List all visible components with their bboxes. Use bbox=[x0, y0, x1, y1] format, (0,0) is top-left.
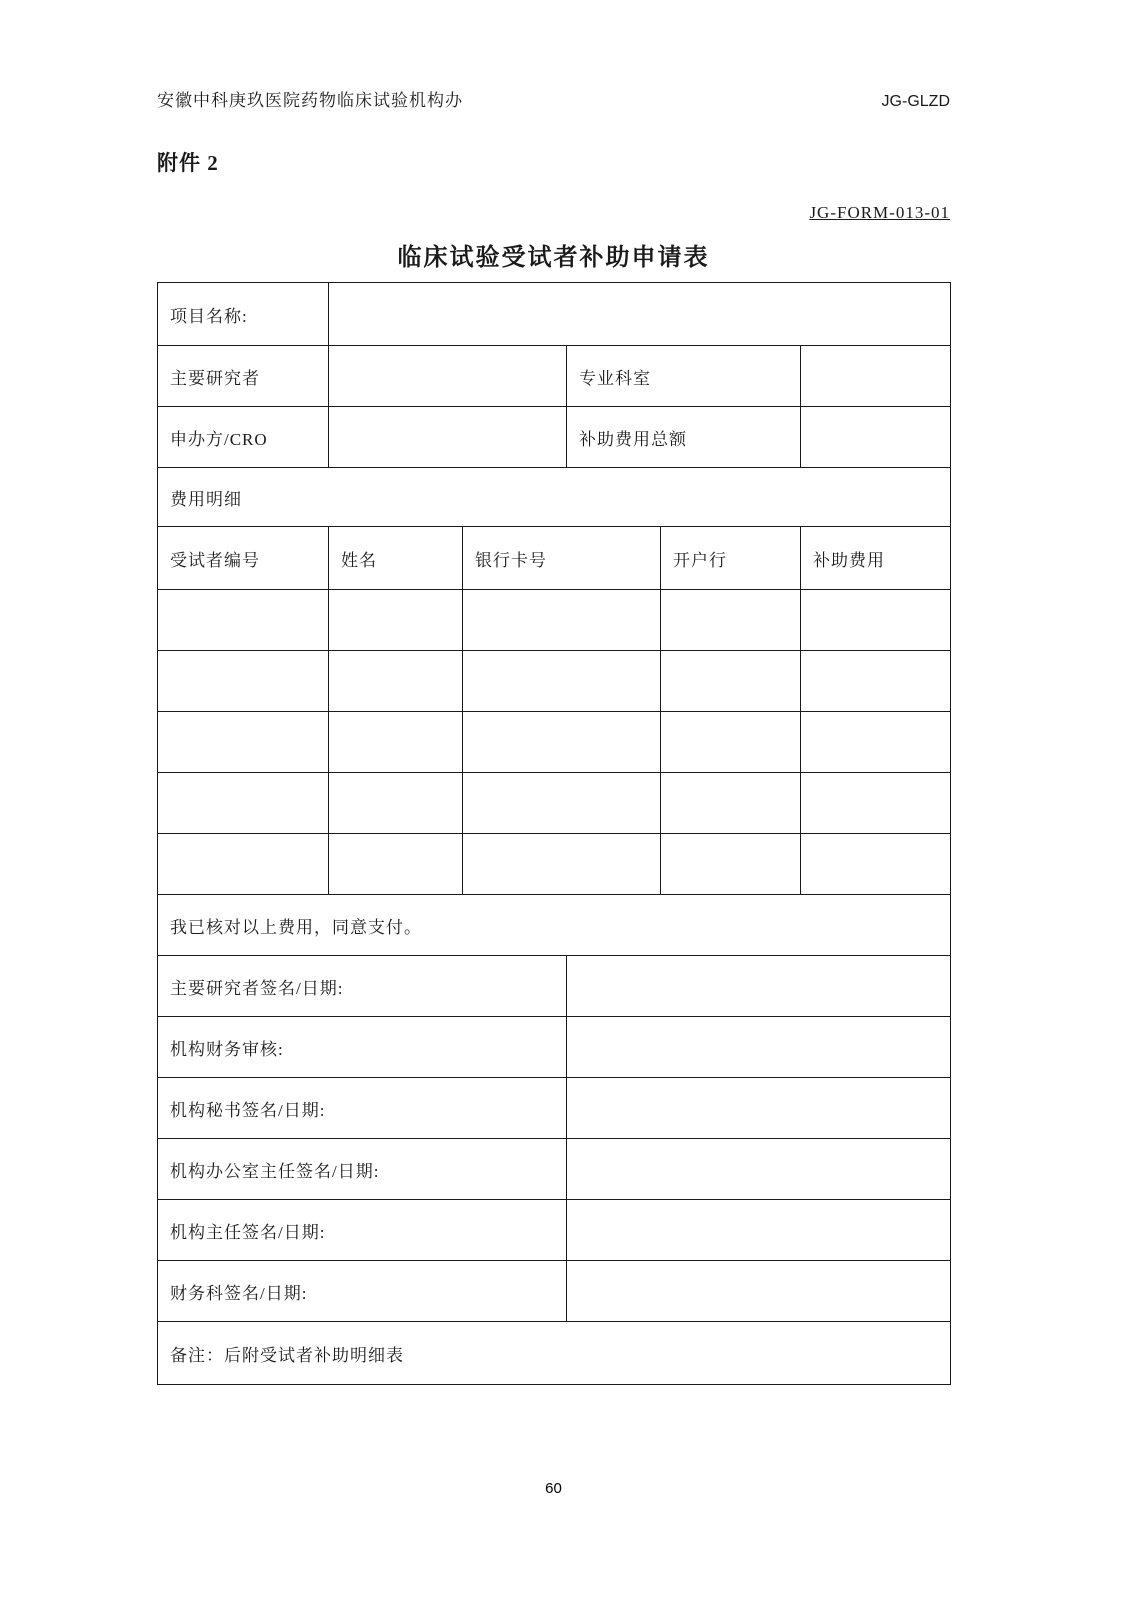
signature-office-director-value-cell bbox=[567, 1139, 951, 1200]
confirmation-text: 我已核对以上费用，同意支付。 bbox=[158, 895, 951, 956]
investigator-value-cell bbox=[329, 346, 567, 407]
signature-finance-review-label: 机构财务审核: bbox=[158, 1017, 567, 1078]
header-subject-id: 受试者编号 bbox=[158, 527, 329, 590]
row-investigator bbox=[158, 346, 951, 407]
page-number: 60 bbox=[545, 1480, 562, 1497]
row-project-name bbox=[158, 283, 951, 346]
header-left-text: 安徽中科庚玖医院药物临床试验机构办 bbox=[157, 91, 463, 110]
signature-secretary-value-cell bbox=[567, 1078, 951, 1139]
header-bank-card: 银行卡号 bbox=[463, 527, 661, 590]
total-subsidy-label: 补助费用总额 bbox=[567, 407, 801, 468]
detail-empty-row bbox=[158, 773, 951, 834]
signature-director-value-cell bbox=[567, 1200, 951, 1261]
header-subsidy-fee: 补助费用 bbox=[801, 527, 951, 590]
row-confirmation bbox=[158, 895, 951, 956]
detail-empty-row bbox=[158, 834, 951, 895]
detail-empty-row bbox=[158, 590, 951, 651]
signature-finance-dept-value-cell bbox=[567, 1261, 951, 1322]
department-label: 专业科室 bbox=[567, 346, 801, 407]
signature-pi-label: 主要研究者签名/日期: bbox=[158, 956, 567, 1017]
row-detail-headers bbox=[158, 527, 951, 590]
form-number-line bbox=[157, 203, 950, 223]
row-signature-director bbox=[158, 1200, 951, 1261]
detail-empty-row bbox=[158, 651, 951, 712]
signature-finance-review-value-cell bbox=[567, 1017, 951, 1078]
investigator-label: 主要研究者 bbox=[158, 346, 329, 407]
sponsor-value-cell bbox=[329, 407, 567, 468]
signature-office-director-label: 机构办公室主任签名/日期: bbox=[158, 1139, 567, 1200]
total-subsidy-value-cell bbox=[801, 407, 951, 468]
signature-finance-dept-label: 财务科签名/日期: bbox=[158, 1261, 567, 1322]
signature-pi-value-cell bbox=[567, 956, 951, 1017]
header-right-code: JG-GLZD bbox=[881, 93, 950, 110]
project-name-value-cell bbox=[329, 283, 951, 346]
header-bank-branch: 开户行 bbox=[661, 527, 801, 590]
row-signature-secretary bbox=[158, 1078, 951, 1139]
detail-empty-row bbox=[158, 712, 951, 773]
form-title: 临床试验受试者补助申请表 bbox=[397, 245, 710, 271]
row-remark bbox=[158, 1322, 951, 1385]
row-sponsor bbox=[158, 407, 951, 468]
attachment-label: 附件 2 bbox=[157, 151, 219, 175]
signature-secretary-label: 机构秘书签名/日期: bbox=[158, 1078, 567, 1139]
row-signature-office-director bbox=[158, 1139, 951, 1200]
header-name: 姓名 bbox=[329, 527, 463, 590]
fee-detail-section-label: 费用明细 bbox=[158, 468, 951, 527]
row-signature-pi bbox=[158, 956, 951, 1017]
signature-director-label: 机构主任签名/日期: bbox=[158, 1200, 567, 1261]
row-signature-finance-dept bbox=[158, 1261, 951, 1322]
row-signature-finance-review bbox=[158, 1017, 951, 1078]
row-fee-detail-section bbox=[158, 468, 951, 527]
page-header bbox=[157, 0, 950, 111]
department-value-cell bbox=[801, 346, 951, 407]
remark-text: 备注：后附受试者补助明细表 bbox=[158, 1322, 951, 1385]
subsidy-application-table bbox=[157, 282, 951, 1385]
project-name-label: 项目名称: bbox=[158, 283, 329, 346]
sponsor-label: 申办方/CRO bbox=[158, 407, 329, 468]
form-number-text: JG-FORM-013-01 bbox=[809, 203, 950, 222]
